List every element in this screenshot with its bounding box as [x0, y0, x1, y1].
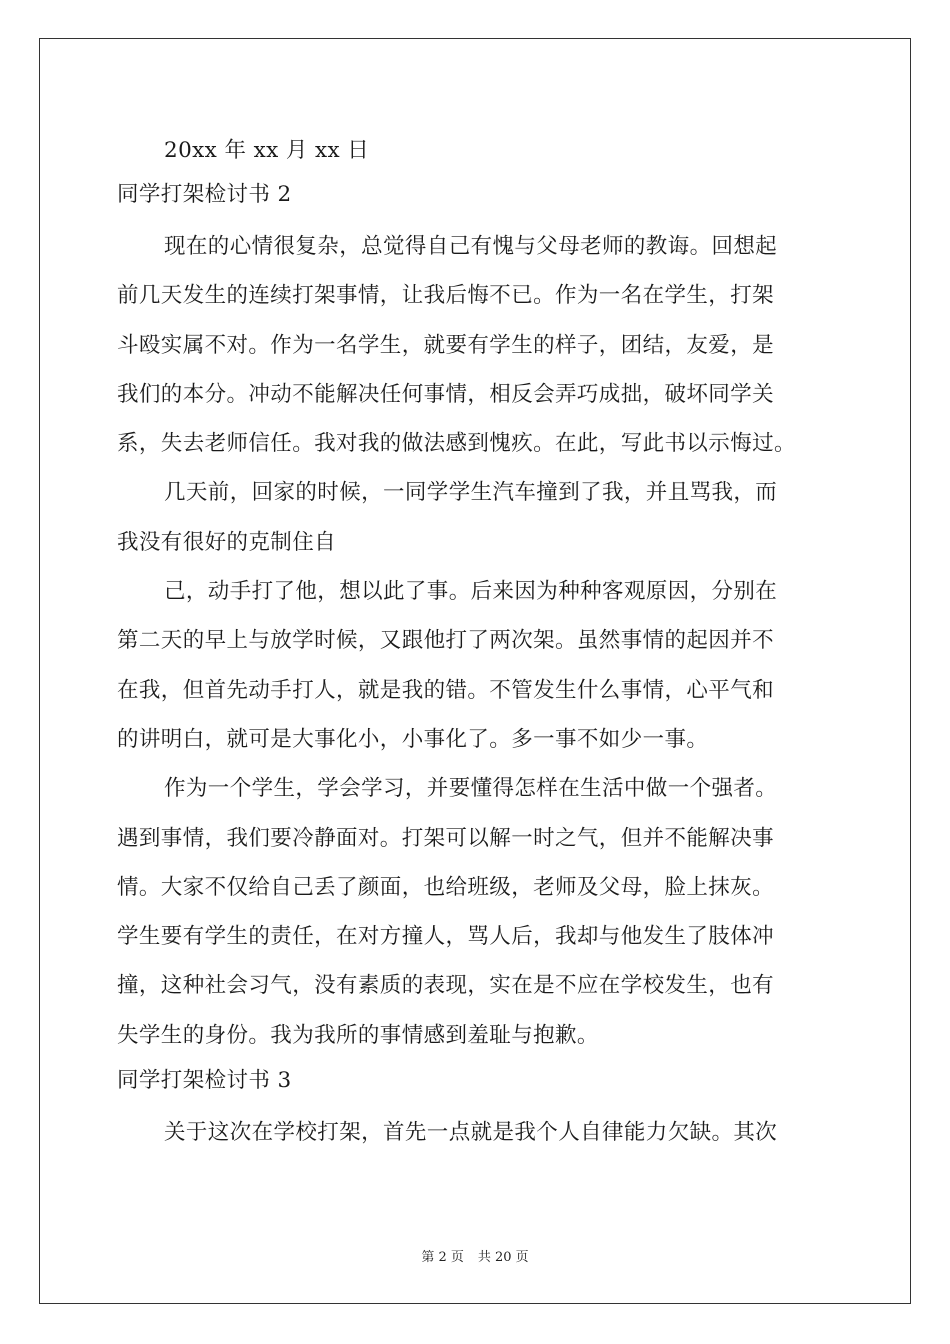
paragraph-line: 现在的心情很复杂，总觉得自己有愧与父母老师的教诲。回想起 [164, 234, 778, 259]
date-line: 20xx 年 xx 月 xx 日 [164, 138, 370, 163]
paragraph-line: 的讲明白，就可是大事化小，小事化了。多一事不如少一事。 [117, 726, 709, 752]
section-heading-2: 同学打架检讨书 2 [117, 182, 292, 207]
page-number: 第 2 页 [421, 1250, 464, 1265]
page-footer [0, 1246, 950, 1265]
paragraph-line: 我没有很好的克制住自 [117, 529, 337, 555]
paragraph-line: 我们的本分。冲动不能解决任何事情，相反会弄巧成拙，破坏同学关 [117, 381, 775, 407]
document-body [117, 128, 857, 1157]
paragraph-line: 己，动手打了他，想以此了事。后来因为种种客观原因，分别在 [164, 579, 778, 605]
page-total: 共 20 页 [477, 1250, 529, 1265]
paragraph-line: 几天前，回家的时候，一同学学生汽车撞到了我，并且骂我，而 [164, 480, 778, 506]
paragraph-line: 关于这次在学校打架，首先一点就是我个人自律能力欠缺。其次 [164, 1120, 778, 1146]
paragraph-line: 遇到事情，我们要冷静面对。打架可以解一时之气，但并不能解决事 [117, 825, 775, 851]
paragraph-line: 撞，这种社会习气，没有素质的表现，实在是不应在学校发生，也有 [117, 973, 775, 999]
paragraph-line: 情。大家不仅给自己丢了颜面，也给班级，老师及父母，脸上抹灰。 [117, 874, 775, 900]
paragraph-line: 学生要有学生的责任，在对方撞人，骂人后，我却与他发生了肢体冲 [117, 924, 775, 950]
section-heading-3: 同学打架检讨书 3 [117, 1068, 292, 1094]
paragraph-line: 第二天的早上与放学时候，又跟他打了两次架。虽然事情的起因并不 [117, 628, 775, 654]
paragraph-line: 前几天发生的连续打架事情，让我后悔不已。作为一名在学生，打架 [117, 283, 775, 309]
paragraph-line: 在我，但首先动手打人，就是我的错。不管发生什么事情，心平气和 [117, 677, 775, 703]
paragraph-line: 斗殴实属不对。作为一名学生，就要有学生的样子，团结，友爱，是 [117, 332, 775, 358]
paragraph-line: 失学生的身份。我为我所的事情感到羞耻与抱歉。 [117, 1022, 599, 1048]
paragraph-line: 作为一个学生，学会学习，并要懂得怎样在生活中做一个强者。 [164, 776, 778, 802]
paragraph-line: 系，失去老师信任。我对我的做法感到愧疚。在此，写此书以示悔过。 [117, 431, 796, 457]
